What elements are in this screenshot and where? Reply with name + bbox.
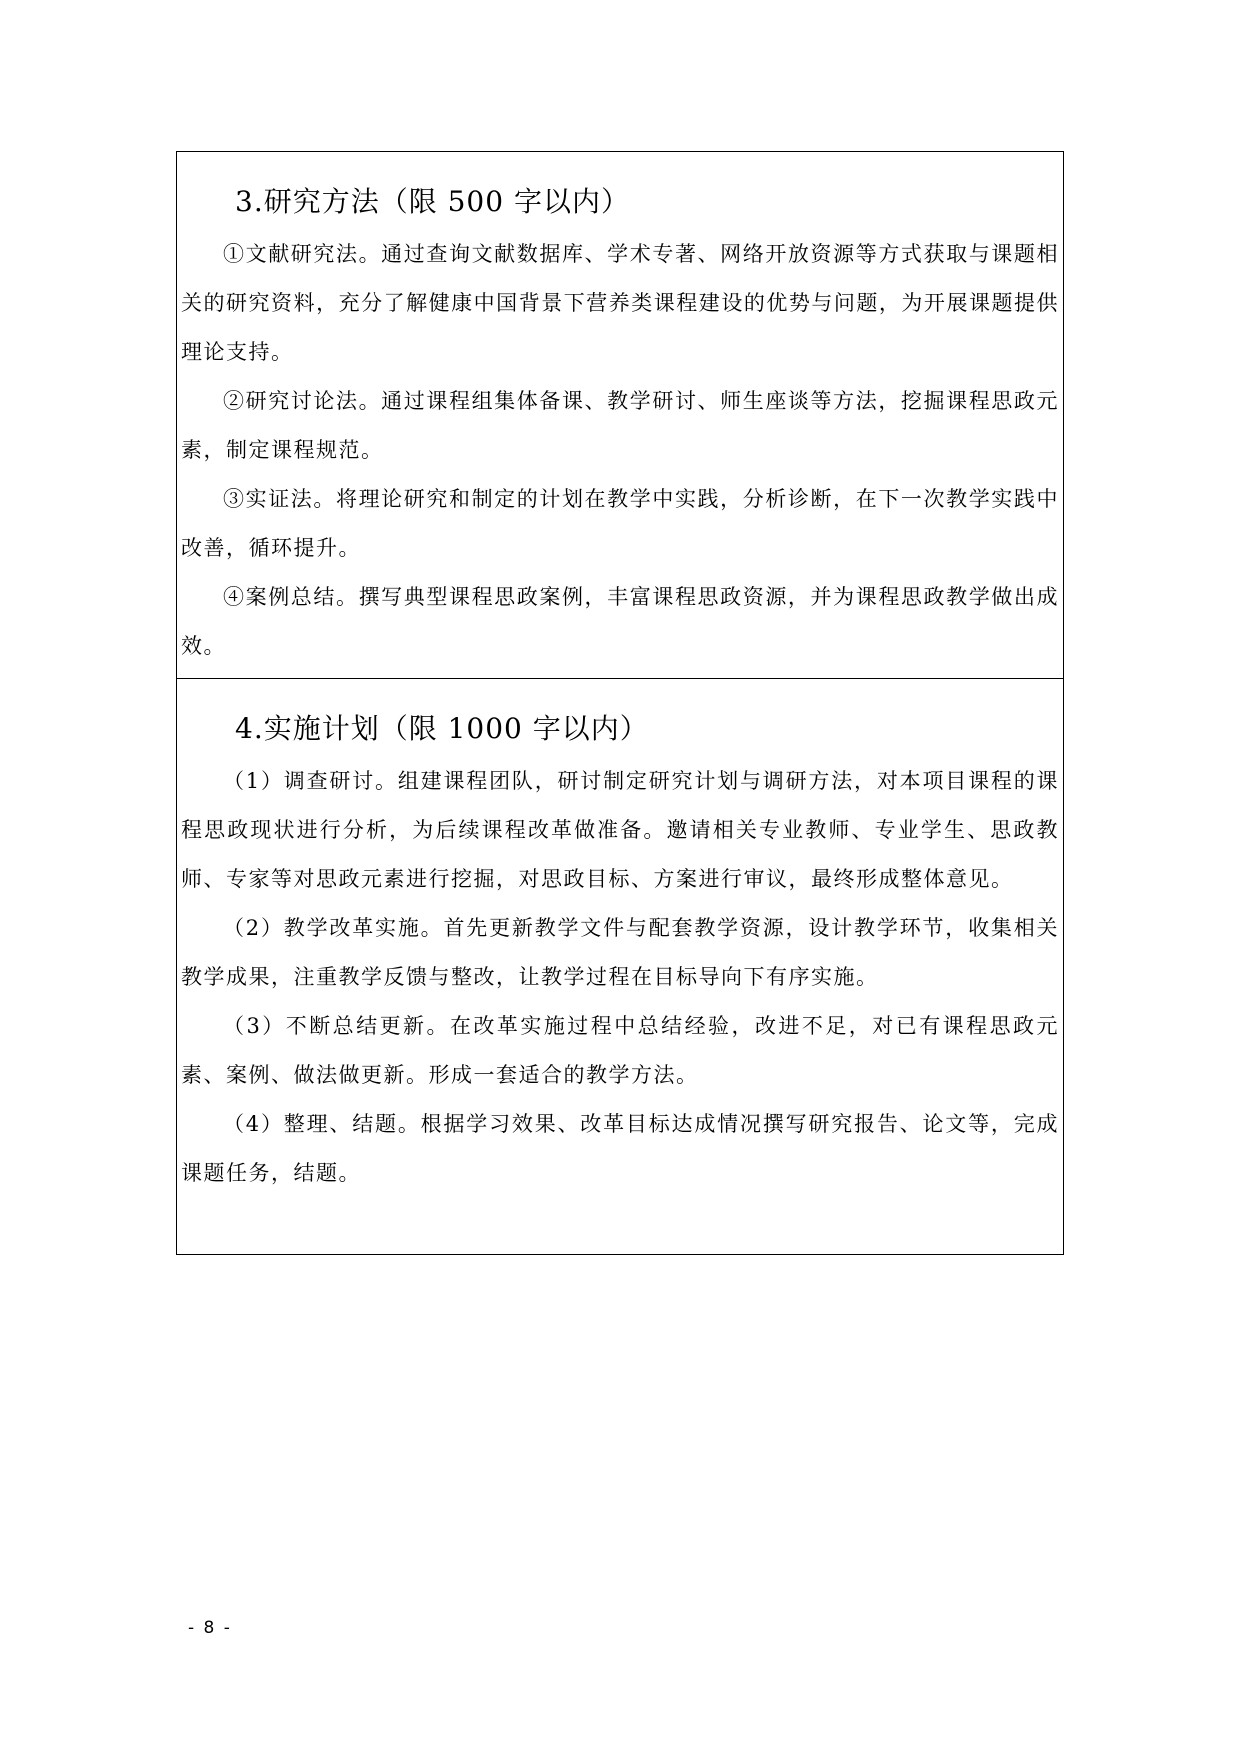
paragraph-investigation: （1）调查研讨。组建课程团队，研讨制定研究计划与调研方法，对本项目课程的课程思政现状进行分析，为后续课程改革做准备。邀请相关专业教师、专业学生、思政教师、专家等对思政元素进行挖掘，对思政目标、方案进行审议，最终形成整体意见。: [181, 769, 1059, 891]
paragraph-conclusion: （4）整理、结题。根据学习效果、改革目标达成情况撰写研究报告、论文等，完成课题任务，结题。: [181, 1112, 1059, 1185]
paragraph-teaching-reform: （2）教学改革实施。首先更新教学文件与配套教学资源，设计教学环节，收集相关教学成果，注重教学反馈与整改，让教学过程在目标导向下有序实施。: [181, 916, 1059, 989]
paragraph-discussion-method: ②研究讨论法。通过课程组集体备课、教学研讨、师生座谈等方法，挖掘课程思政元素，制定课程规范。: [181, 389, 1059, 462]
paragraph-continuous-update: （3）不断总结更新。在改革实施过程中总结经验，改进不足，对已有课程思政元素、案例、做法做更新。形成一套适合的教学方法。: [181, 1014, 1059, 1087]
section-title-implementation-plan: 4.实施计划（限 1000 字以内）: [235, 712, 649, 745]
paragraph-empirical-method: ③实证法。将理论研究和制定的计划在教学中实践，分析诊断，在下一次教学实践中改善，循环提升。: [181, 487, 1059, 560]
paragraph-case-summary: ④案例总结。撰写典型课程思政案例，丰富课程思政资源，并为课程思政教学做出成效。: [181, 585, 1059, 658]
application-form-table: [176, 151, 1064, 1255]
section-title-research-methods: 3.研究方法（限 500 字以内）: [235, 185, 630, 218]
section-research-methods: [177, 152, 1063, 678]
paragraph-literature-research: ①文献研究法。通过查询文献数据库、学术专著、网络开放资源等方式获取与课题相关的研究资料，充分了解健康中国背景下营养类课程建设的优势与问题，为开展课题提供理论支持。: [181, 242, 1059, 364]
page-number: - 8 -: [188, 1618, 232, 1638]
section-implementation-plan: [177, 678, 1063, 1254]
